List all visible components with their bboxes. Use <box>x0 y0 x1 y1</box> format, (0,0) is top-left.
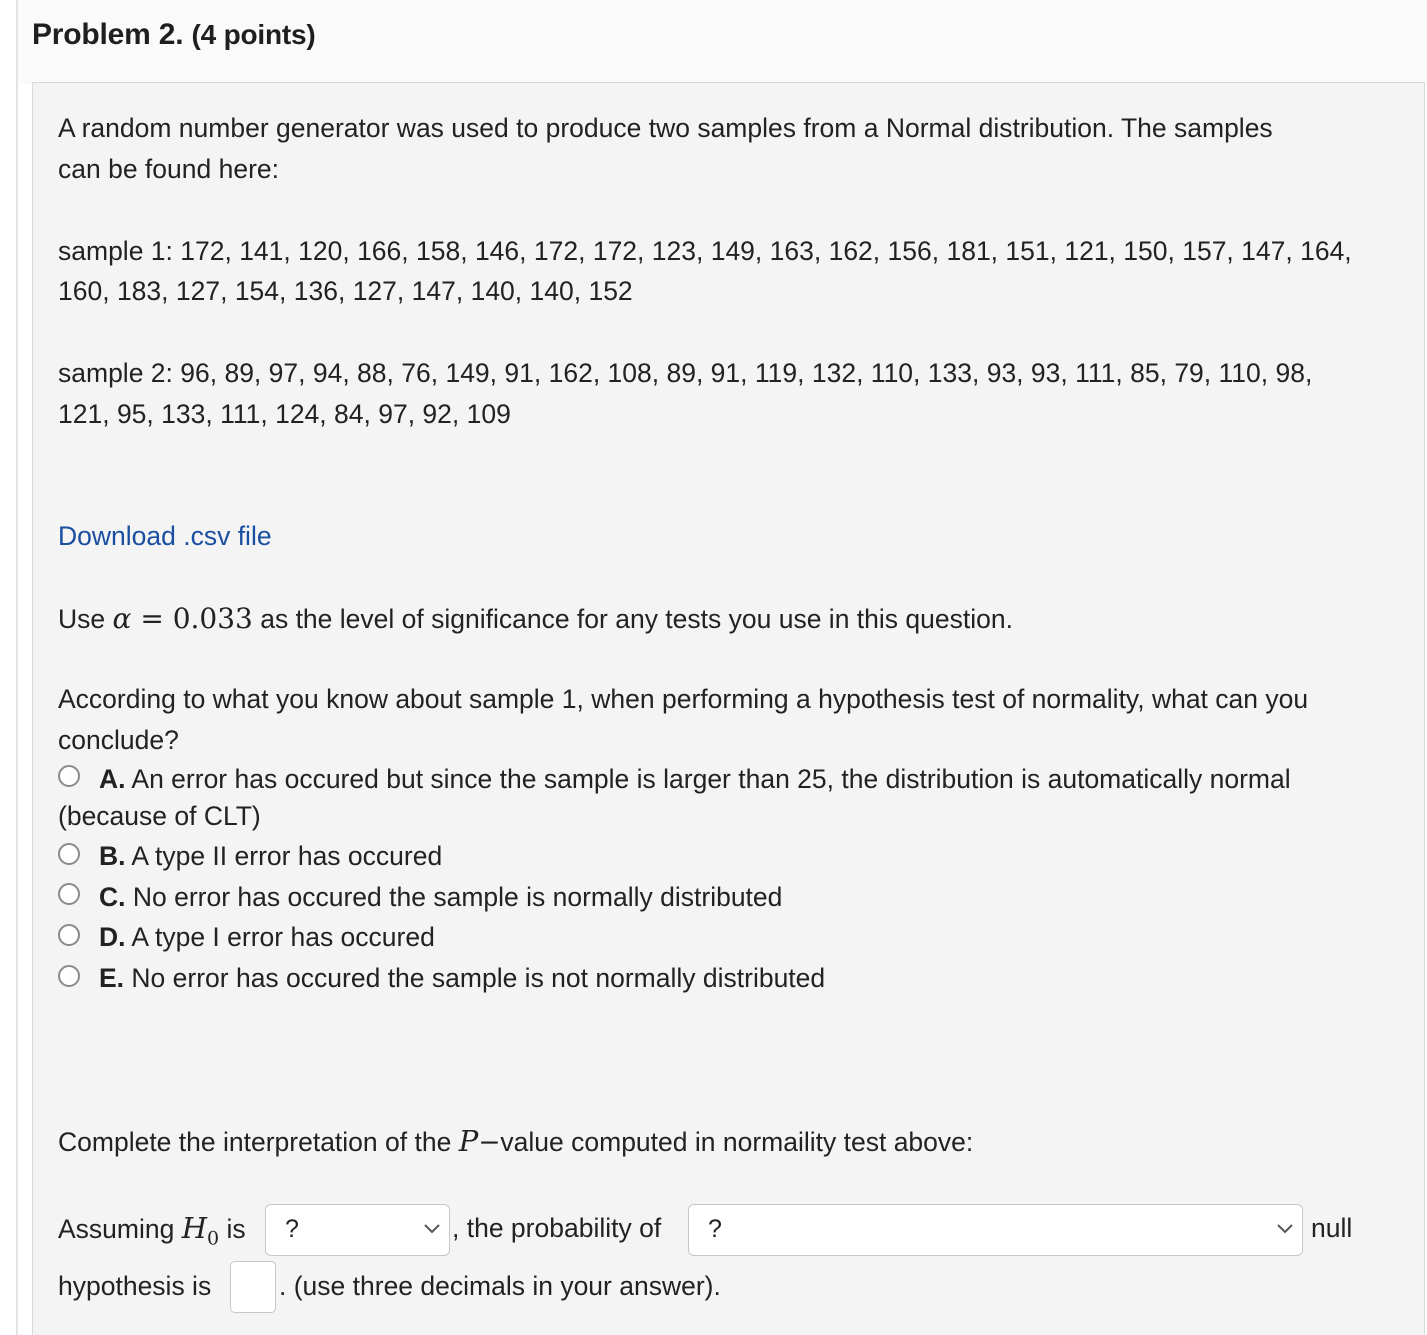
option-d-label[interactable] <box>99 917 435 958</box>
p-symbol: P <box>458 1124 479 1158</box>
option-a-label[interactable] <box>99 759 1291 800</box>
option-e-text: No error has occured the sample is not normally distributed <box>124 963 826 993</box>
h0-truth-select[interactable] <box>265 1204 450 1256</box>
h0-subscript: 0 <box>207 1227 220 1250</box>
question-2-post: value computed in normaility test above: <box>500 1127 974 1157</box>
problem-points: (4 points) <box>191 19 316 50</box>
option-b-text: A type II error has occured <box>125 841 443 871</box>
assuming-text: Assuming <box>58 1214 182 1244</box>
three-decimals-instruction: . (use three decimals in your answer). <box>279 1271 721 1301</box>
option-e-label[interactable] <box>99 958 825 999</box>
option-a-radio[interactable] <box>58 765 80 787</box>
option-d-letter: D. <box>99 922 126 952</box>
option-e-radio[interactable] <box>58 965 80 987</box>
sample-2-line-1: sample 2: 96, 89, 97, 94, 88, 76, 149, 91, 162, 108, 89, 91, 119, 132, 110, 133, 93, 93, 111, 85, 79, 110, 98, <box>58 358 1313 388</box>
h0-symbol: H <box>181 1211 208 1245</box>
is-text: is <box>219 1214 246 1244</box>
option-a-letter: A. <box>99 764 126 794</box>
hypothesis-is-text: hypothesis is <box>58 1271 212 1301</box>
intro-line-1: A random number generator was used to produce two samples from a Normal distribution. The samples <box>58 113 1273 143</box>
option-b-label[interactable] <box>99 836 442 877</box>
option-a-text: An error has occured but since the sample is larger than 25, the distribution is automatically normal <box>125 764 1291 794</box>
problem-title <box>32 18 316 52</box>
problem-number: Problem 2. <box>32 18 184 51</box>
question-2-prompt <box>58 1121 973 1163</box>
sample-1-line-2: 160, 183, 127, 154, 136, 127, 147, 140, 140, 152 <box>58 276 633 306</box>
alpha-prefix: Use <box>58 604 113 634</box>
left-rule <box>16 0 18 1335</box>
download-csv-link[interactable]: Download .csv file <box>58 521 272 551</box>
option-c-text: No error has occured the sample is normally distributed <box>125 882 783 912</box>
null-text: null <box>1311 1213 1353 1243</box>
alpha-suffix: as the level of significance for any tests you use in this question. <box>252 604 1013 634</box>
p-value-answer-input[interactable] <box>230 1261 276 1313</box>
alpha-sentence <box>58 598 1013 640</box>
probability-event-select-value: ? <box>708 1215 722 1243</box>
download-link-row <box>58 516 272 557</box>
question-1-line-2: conclude? <box>58 725 179 755</box>
h0-truth-select-value: ? <box>285 1215 299 1243</box>
alpha-value: 0.033 <box>172 602 253 635</box>
alpha-symbol: α <box>112 602 132 635</box>
alpha-equals: = <box>131 602 173 635</box>
option-c-radio[interactable] <box>58 883 80 905</box>
sample-2-line-2: 121, 95, 133, 111, 124, 84, 97, 92, 109 <box>58 399 511 429</box>
sentence-assuming <box>58 1208 246 1259</box>
chevron-down-icon <box>423 1222 441 1234</box>
option-c-letter: C. <box>99 882 126 912</box>
chevron-down-icon <box>1276 1222 1294 1234</box>
question-1-line-1: According to what you know about sample 1, when performing a hypothesis test of normality, what can you <box>58 684 1309 714</box>
option-c-label[interactable] <box>99 877 782 918</box>
intro-line-2: can be found here: <box>58 154 280 184</box>
option-a-label-line-2: (because of CLT) <box>58 801 261 831</box>
option-b-radio[interactable] <box>58 843 80 865</box>
prob-of-text: , the probability of <box>452 1213 662 1243</box>
option-d-text: A type I error has occured <box>125 922 435 952</box>
option-d-radio[interactable] <box>58 924 80 946</box>
option-b-letter: B. <box>99 841 126 871</box>
question-2-pre: Complete the interpretation of the <box>58 1127 459 1157</box>
probability-event-select[interactable] <box>688 1204 1303 1256</box>
option-e-letter: E. <box>99 963 125 993</box>
sample-1-line-1: sample 1: 172, 141, 120, 166, 158, 146, 172, 172, 123, 149, 163, 162, 156, 181, 151, 121, 150, 157, 147, 164, <box>58 236 1352 266</box>
p-dash: − <box>478 1127 501 1158</box>
